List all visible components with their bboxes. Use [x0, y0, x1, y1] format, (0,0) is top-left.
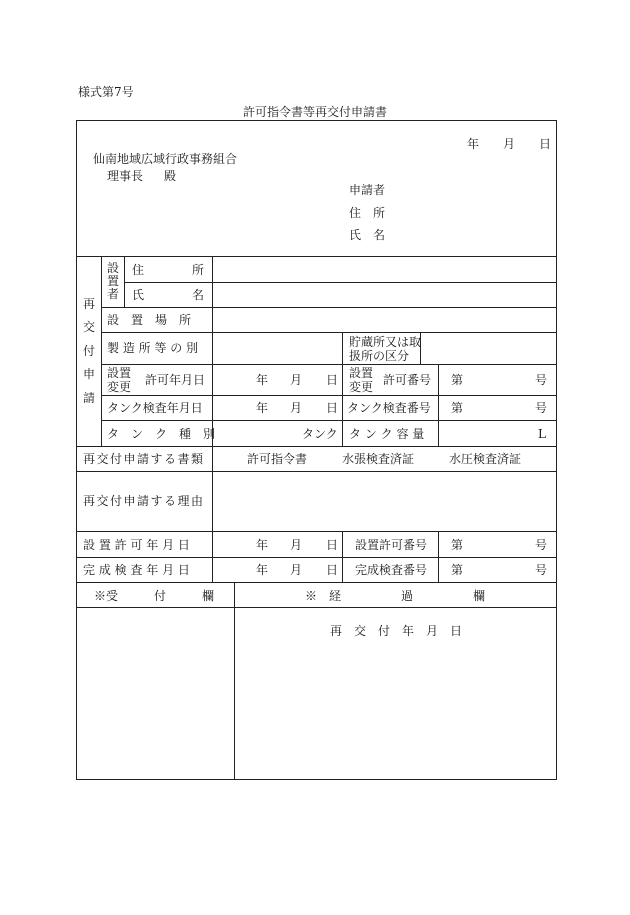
- permit-date-day: 日: [326, 373, 339, 387]
- install-permit-no-suffix: 号: [535, 538, 548, 552]
- form-title: 許可指令書等再交付申請書: [242, 105, 387, 119]
- change-label-1b: 設置: [349, 366, 374, 380]
- installer-address-label: 住 所: [132, 263, 205, 277]
- tank-unit: タンク: [302, 427, 338, 441]
- permit-no-label: 許可番号: [383, 373, 432, 387]
- completion-day: 日: [326, 563, 339, 577]
- date-day: 日: [539, 137, 552, 151]
- install-permit-month: 月: [290, 538, 303, 552]
- completion-no-label: 完成検査番号: [355, 563, 428, 577]
- completion-year: 年: [256, 563, 269, 577]
- document-water-pressure-cert: 水圧検査済証: [449, 452, 522, 466]
- applicant-address-label: 住 所: [349, 206, 386, 220]
- permit-date-month: 月: [290, 373, 303, 387]
- tank-inspect-month: 月: [290, 401, 303, 415]
- completion-month: 月: [290, 563, 303, 577]
- date-year: 年: [467, 137, 480, 151]
- tank-capacity-unit: L: [538, 427, 546, 441]
- install-location-label: 設 置 場 所: [107, 313, 192, 327]
- install-permit-no-label: 設置許可番号: [355, 538, 428, 552]
- applicant-label: 申請者: [349, 183, 386, 197]
- tank-inspect-date-label: タンク検査年月日: [107, 401, 203, 415]
- install-permit-year: 年: [256, 538, 269, 552]
- storage-class-label-2: 扱所の区分: [349, 349, 410, 363]
- change-label-2: 変更: [107, 380, 132, 394]
- change-label-2b: 変更: [349, 380, 374, 394]
- permit-date-year: 年: [256, 373, 269, 387]
- document-water-fill-cert: 水張検査済証: [342, 452, 415, 466]
- completion-no-prefix: 第: [451, 563, 464, 577]
- reception-label: ※受 付 欄: [94, 589, 215, 603]
- install-permit-no-prefix: 第: [451, 538, 464, 552]
- permit-no-prefix: 第: [451, 373, 464, 387]
- completion-no-suffix: 号: [535, 563, 548, 577]
- tank-inspect-no-label: タンク検査番号: [347, 401, 431, 415]
- storage-class-label-1: 貯蔵所又は取: [349, 335, 422, 349]
- document-permit-order: 許可指令書: [247, 452, 308, 466]
- facility-type-label: 製 造 所 等 の 別: [107, 341, 199, 355]
- installer-name-label: 氏 名: [132, 288, 205, 302]
- completion-date-label: 完 成 検 査 年 月 日: [83, 563, 190, 577]
- install-permit-date-label: 設 置 許 可 年 月 日: [83, 538, 190, 552]
- form-number: 様式第7号: [78, 85, 134, 99]
- tank-capacity-label: タ ン ク 容 量: [349, 427, 425, 441]
- documents-label: 再交付申請する書類: [83, 452, 205, 466]
- honorific: 殿: [164, 169, 177, 183]
- change-label-1: 設置: [107, 366, 132, 380]
- progress-label: ※ 経 過 欄: [305, 589, 486, 603]
- reason-label: 再交付申請する理由: [83, 494, 205, 508]
- install-permit-day: 日: [326, 538, 339, 552]
- tank-inspect-day: 日: [326, 401, 339, 415]
- reissue-date-label: 再 交 付 年 月 日: [330, 624, 463, 638]
- addressee-person: 理事長: [107, 169, 144, 183]
- tank-inspect-no-suffix: 号: [535, 401, 548, 415]
- date-month: 月: [503, 137, 516, 151]
- permit-date-label: 許可年月日: [145, 373, 206, 387]
- tank-type-label: タ ン ク 種 別: [107, 427, 216, 441]
- tank-inspect-no-prefix: 第: [451, 401, 464, 415]
- applicant-name-label: 氏 名: [349, 228, 386, 242]
- addressee-org: 仙南地域広域行政事務組合: [93, 152, 238, 166]
- permit-no-suffix: 号: [535, 373, 548, 387]
- tank-inspect-year: 年: [256, 401, 269, 415]
